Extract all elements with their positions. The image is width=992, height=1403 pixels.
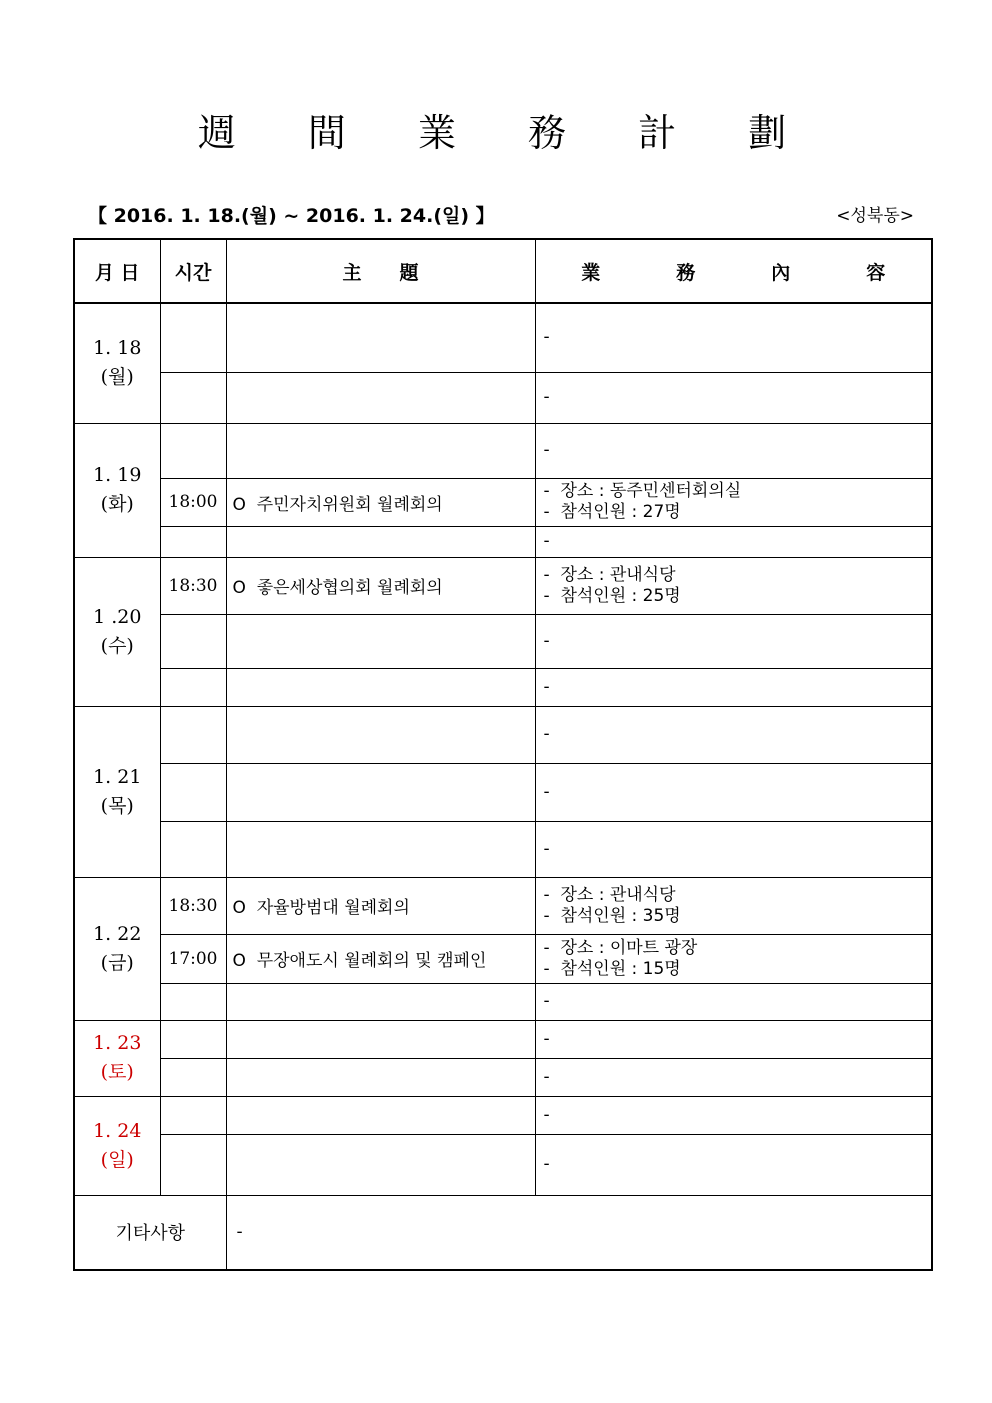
time-cell	[160, 1020, 226, 1058]
header-time: 시간	[160, 239, 226, 303]
content-line: -	[543, 991, 550, 1011]
content-cell	[535, 1096, 932, 1134]
content-cell	[535, 423, 932, 478]
content-line: -	[543, 327, 550, 348]
content-cell	[535, 934, 932, 983]
content-cell	[535, 1058, 932, 1096]
time-cell	[160, 1058, 226, 1096]
day-date: 1. 18	[93, 337, 142, 360]
content-line: -	[543, 1104, 550, 1125]
content-line: - 참석인원 : 15명	[543, 958, 681, 979]
content-cell	[535, 1134, 932, 1195]
period-range: 【 2016. 1. 18.(월) ~ 2016. 1. 24.(일) 】	[88, 205, 495, 227]
content-cell	[535, 526, 932, 557]
day-date: 1. 22	[93, 922, 142, 945]
subject-cell: O 무장애도시 월례회의 및 캠페인	[226, 934, 535, 983]
etc-row	[74, 1195, 932, 1270]
time-cell: 18:00	[160, 478, 226, 526]
content-line: - 장소 : 이마트 광장	[543, 937, 698, 958]
content-cell	[535, 668, 932, 706]
day-weekday: (일)	[100, 1148, 134, 1171]
content-cell	[535, 983, 932, 1020]
etc-label: 기타사항	[74, 1195, 226, 1270]
day-date-cell	[74, 1096, 160, 1195]
time-cell	[160, 423, 226, 478]
department-label: <성북동>	[836, 206, 914, 226]
time-cell: 18:30	[160, 557, 226, 614]
day-date-cell	[74, 557, 160, 706]
subject-cell	[226, 526, 535, 557]
content-line: - 참석인원 : 27명	[543, 502, 681, 522]
plan-body	[74, 303, 932, 1195]
content-cell	[535, 557, 932, 614]
content-line: -	[543, 838, 550, 859]
day-weekday: (월)	[100, 366, 134, 389]
subject-cell	[226, 983, 535, 1020]
time-cell	[160, 1096, 226, 1134]
day-date: 1. 21	[93, 765, 142, 788]
content-cell	[535, 706, 932, 763]
day-weekday: (금)	[100, 951, 134, 974]
time-cell	[160, 372, 226, 423]
subject-cell	[226, 423, 535, 478]
table-row	[74, 668, 932, 706]
subject-cell: O 자율방범대 월례회의	[226, 877, 535, 934]
table-row	[74, 557, 932, 614]
subject-cell	[226, 763, 535, 821]
time-cell	[160, 303, 226, 372]
time-cell	[160, 668, 226, 706]
table-row	[74, 877, 932, 934]
content-line: -	[543, 724, 550, 744]
header-row	[74, 239, 932, 303]
time-cell	[160, 706, 226, 763]
etc-value: -	[226, 1195, 932, 1270]
header-content: 業 務 內 容	[535, 239, 932, 303]
day-date-cell	[74, 706, 160, 877]
content-line: -	[543, 1154, 550, 1174]
content-line: -	[543, 630, 550, 651]
table-row	[74, 1134, 932, 1195]
time-cell	[160, 526, 226, 557]
content-line: - 참석인원 : 35명	[543, 905, 681, 926]
content-line: -	[543, 1066, 550, 1087]
subject-cell	[226, 821, 535, 877]
time-cell: 17:00	[160, 934, 226, 983]
content-cell	[535, 614, 932, 668]
content-cell	[535, 372, 932, 423]
page-title: 週 間 業 務 計 劃	[197, 111, 817, 155]
content-line: -	[543, 1028, 550, 1049]
content-line: -	[543, 387, 550, 407]
content-line: -	[543, 440, 550, 460]
table-row	[74, 763, 932, 821]
content-line: -	[543, 676, 550, 697]
day-date-cell	[74, 303, 160, 423]
header-date: 月 日	[74, 239, 160, 303]
subject-cell: O 주민자치위원회 월례회의	[226, 478, 535, 526]
subject-cell	[226, 372, 535, 423]
content-cell	[535, 821, 932, 877]
day-weekday: (화)	[100, 493, 134, 515]
day-date: 1. 24	[93, 1119, 142, 1142]
subject-cell	[226, 1020, 535, 1058]
content-cell	[535, 763, 932, 821]
day-weekday: (목)	[100, 794, 134, 817]
subject-cell	[226, 614, 535, 668]
subject-cell	[226, 668, 535, 706]
day-date-cell	[74, 877, 160, 1020]
table-row	[74, 1058, 932, 1096]
time-cell	[160, 1134, 226, 1195]
table-row	[74, 478, 932, 526]
content-line: - 장소 : 동주민센터회의실	[543, 481, 742, 501]
content-line: - 장소 : 관내식당	[543, 884, 676, 905]
subject-cell: O 좋은세상협의회 월례회의	[226, 557, 535, 614]
table-row	[74, 706, 932, 763]
table-row	[74, 934, 932, 983]
day-date-cell	[74, 423, 160, 557]
subject-cell	[226, 1096, 535, 1134]
day-date: 1 .20	[93, 605, 142, 628]
subject-cell	[226, 1134, 535, 1195]
table-row	[74, 423, 932, 478]
day-date: 1. 23	[93, 1032, 142, 1054]
table-row	[74, 821, 932, 877]
time-cell	[160, 983, 226, 1020]
table-row	[74, 372, 932, 423]
time-cell	[160, 763, 226, 821]
content-cell	[535, 478, 932, 526]
content-line: -	[543, 531, 550, 551]
time-cell: 18:30	[160, 877, 226, 934]
time-cell	[160, 821, 226, 877]
table-row	[74, 526, 932, 557]
subject-cell	[226, 1058, 535, 1096]
table-row	[74, 1020, 932, 1058]
subject-cell	[226, 706, 535, 763]
day-weekday: (토)	[100, 1061, 134, 1083]
table-row	[74, 983, 932, 1020]
content-cell	[535, 877, 932, 934]
content-line: - 장소 : 관내식당	[543, 564, 676, 585]
time-cell	[160, 614, 226, 668]
weekly-plan-table	[73, 238, 933, 1271]
day-date-cell	[74, 1020, 160, 1096]
table-row	[74, 1096, 932, 1134]
subject-cell	[226, 303, 535, 372]
content-line: -	[543, 781, 550, 802]
content-cell	[535, 303, 932, 372]
table-row	[74, 303, 932, 372]
day-weekday: (수)	[100, 634, 134, 657]
header-subject: 主 題	[226, 239, 535, 303]
content-cell	[535, 1020, 932, 1058]
day-date: 1. 19	[93, 464, 142, 486]
content-line: - 참석인원 : 25명	[543, 585, 681, 606]
table-row	[74, 614, 932, 668]
